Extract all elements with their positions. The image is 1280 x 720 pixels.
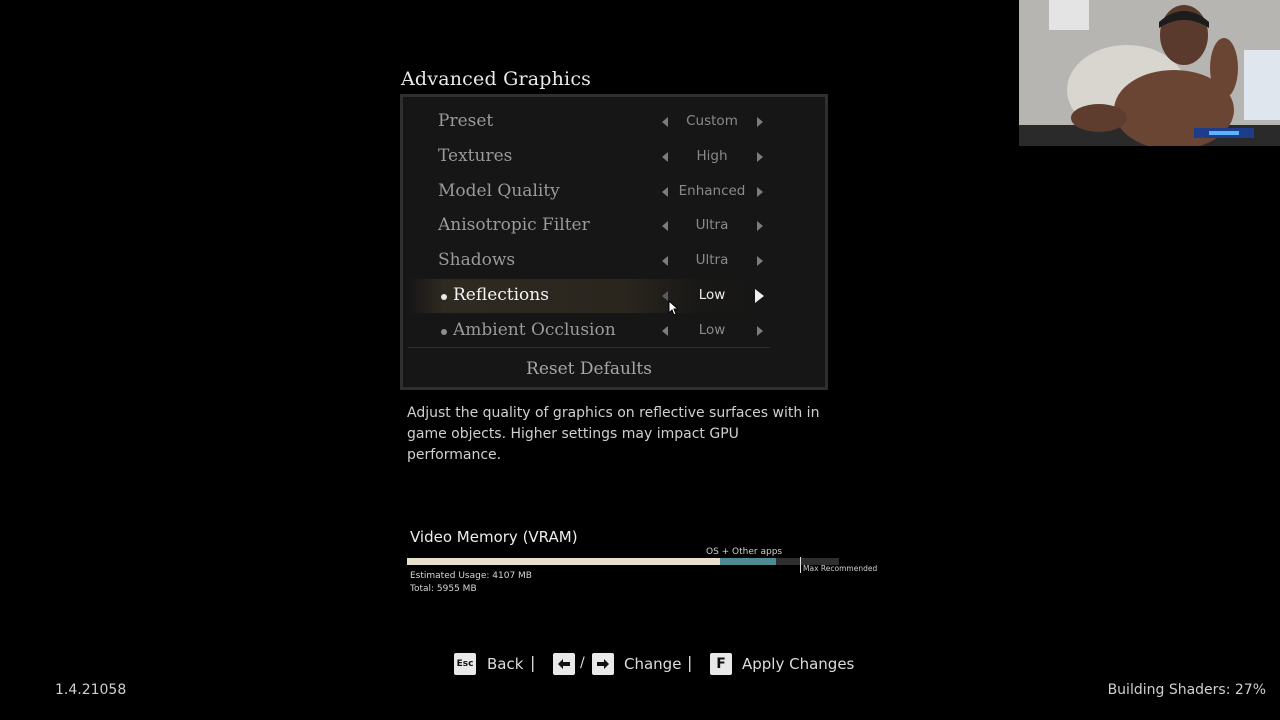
right-arrow-key[interactable] — [592, 653, 614, 675]
webcam-feed-image — [1019, 0, 1280, 146]
esc-key[interactable]: Esc — [454, 653, 476, 675]
arrow-right-icon — [592, 653, 614, 675]
arrow-right-icon[interactable] — [757, 256, 763, 266]
setting-value: Ultra — [695, 217, 729, 234]
vram-title: Video Memory (VRAM) — [410, 528, 578, 546]
arrow-left-icon[interactable] — [662, 326, 668, 336]
vram-usage-bar — [407, 558, 839, 565]
setting-value: Low — [698, 287, 726, 303]
hint-separator: | — [687, 653, 693, 672]
arrow-right-icon[interactable] — [757, 152, 763, 162]
vram-estimated-usage: Estimated Usage: 4107 MB — [410, 571, 532, 581]
setting-description: Adjust the quality of graphics on reflective surfaces with in game objects. Higher settings may impact GPU performance. — [407, 405, 820, 463]
vram-os-label: OS + Other apps — [706, 547, 783, 557]
key-slash: / — [580, 655, 585, 671]
graphics-settings-panel — [400, 94, 828, 390]
setting-row-reflections[interactable] — [408, 279, 770, 313]
page-title: Advanced Graphics — [401, 68, 592, 90]
setting-value: Custom — [686, 113, 738, 129]
arrow-left-icon[interactable] — [662, 256, 668, 266]
arrow-left-icon[interactable] — [662, 187, 668, 197]
apply-changes-hint[interactable]: Apply Changes — [742, 655, 855, 673]
setting-row-shadows[interactable] — [408, 244, 770, 278]
arrow-right-icon[interactable] — [755, 289, 764, 303]
setting-row-ambient-occlusion[interactable] — [408, 314, 770, 348]
arrow-left-icon[interactable] — [662, 152, 668, 162]
arrow-left-icon — [553, 653, 575, 675]
bullet-icon — [441, 329, 447, 335]
setting-value: Low — [698, 321, 726, 338]
arrow-left-icon[interactable] — [662, 117, 668, 127]
f-key[interactable]: F — [710, 653, 732, 675]
arrow-right-icon[interactable] — [757, 221, 763, 231]
webcam-overlay — [1019, 0, 1280, 146]
back-hint[interactable]: Back — [487, 655, 524, 673]
setting-row-anisotropic-filter[interactable] — [408, 209, 770, 243]
setting-row-textures[interactable] — [408, 140, 770, 174]
vram-total: Total: 5955 MB — [410, 584, 477, 594]
arrow-right-icon[interactable] — [757, 326, 763, 336]
arrow-right-icon[interactable] — [757, 117, 763, 127]
vram-used-fill — [407, 558, 720, 565]
version-number: 1.4.21058 — [55, 682, 127, 698]
setting-value: High — [696, 147, 728, 164]
arrow-right-icon[interactable] — [757, 187, 763, 197]
left-arrow-key[interactable] — [553, 653, 575, 675]
setting-label: Textures — [438, 145, 513, 166]
divider — [408, 347, 770, 348]
change-hint[interactable]: Change — [624, 655, 682, 673]
mouse-cursor-icon — [668, 300, 678, 316]
setting-row-preset[interactable] — [408, 105, 770, 139]
bullet-icon — [441, 294, 447, 300]
setting-row-model-quality[interactable] — [408, 175, 770, 209]
vram-max-label: Max Recommended — [803, 564, 878, 573]
setting-label: Model Quality — [438, 180, 560, 201]
reset-defaults-button[interactable]: Reset Defaults — [526, 359, 652, 379]
setting-label: Ambient Occlusion — [453, 319, 616, 340]
setting-value: Enhanced — [678, 182, 746, 199]
setting-label: Preset — [438, 111, 494, 131]
setting-label: Anisotropic Filter — [438, 215, 590, 236]
arrow-left-icon[interactable] — [662, 221, 668, 231]
setting-value: Ultra — [695, 252, 729, 269]
vram-os-fill — [720, 558, 776, 565]
shader-build-status: Building Shaders: 27% — [1107, 682, 1266, 698]
setting-label: Reflections — [453, 285, 549, 305]
setting-label: Shadows — [438, 250, 516, 271]
hint-separator: | — [530, 653, 536, 672]
vram-max-marker — [800, 557, 801, 573]
